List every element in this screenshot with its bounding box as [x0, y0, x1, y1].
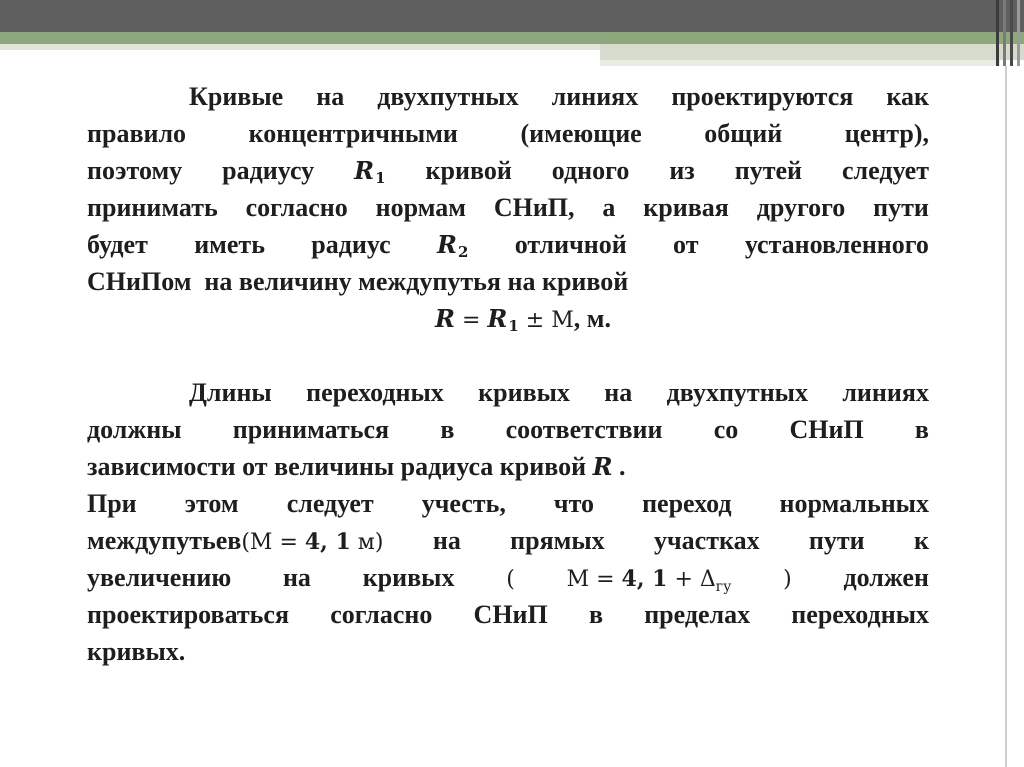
word: другого [756, 193, 846, 222]
math-var: М = [566, 567, 622, 592]
math-operator: + Δ [667, 567, 716, 592]
math-var: М [551, 308, 574, 333]
math-operator: = [454, 308, 488, 333]
word: от [673, 230, 699, 259]
math-var: R [592, 452, 613, 481]
math-sub: 1 [508, 317, 519, 335]
math-sub: гу [715, 579, 732, 595]
word-with-formula [87, 522, 384, 561]
math-sub: 2 [457, 243, 469, 261]
word: установленного [744, 230, 929, 259]
word: пределах [644, 600, 751, 629]
math-var: R [487, 304, 508, 333]
word: в [440, 415, 455, 444]
text-line [87, 374, 929, 411]
math-number: 4, 1 [621, 566, 668, 592]
word: со [713, 415, 739, 444]
text-line [87, 152, 929, 189]
math-var: R [435, 304, 455, 333]
word: двухпутных [377, 82, 519, 111]
header-dark-bar [0, 0, 1024, 32]
word: на [604, 378, 633, 407]
text-line [87, 411, 929, 448]
text-line [87, 263, 929, 300]
word: должны [87, 415, 182, 444]
word: на [432, 526, 461, 555]
word: следует [286, 489, 374, 518]
word: нормальных [779, 489, 929, 518]
word: учесть, [421, 489, 506, 518]
text-line [87, 485, 929, 522]
text-line-content: зависимости от величины радиуса кривой [87, 452, 593, 481]
math-number: 4, 1 [304, 529, 351, 555]
word: должен [843, 563, 929, 592]
word: принимать [87, 193, 218, 222]
math-var: R [436, 230, 457, 259]
word: нормам [375, 193, 466, 222]
word: согласно [245, 193, 348, 222]
word: При [87, 489, 137, 518]
formula-unit: , м. [573, 304, 611, 333]
word: согласно [330, 600, 433, 629]
word: прямых [510, 526, 605, 555]
text-line [87, 78, 929, 115]
word: приниматься [232, 415, 390, 444]
word: в [914, 415, 929, 444]
text-line-content: кривых. [87, 637, 186, 666]
word: общий [704, 119, 783, 148]
math-paren: ( [506, 567, 515, 592]
word: увеличению [87, 563, 232, 592]
word: (имеющие [520, 119, 642, 148]
math-formula-close: м) [350, 530, 384, 555]
word: радиусу [222, 156, 315, 185]
header-stripe [1010, 0, 1013, 66]
header-light-bar [0, 44, 600, 50]
math-paren: ) [783, 567, 792, 592]
header-stripe [1017, 0, 1020, 66]
formula-line [87, 300, 929, 337]
slide-body [87, 78, 929, 670]
word: Кривые [189, 82, 284, 111]
word: концентричными [248, 119, 458, 148]
word: из [669, 156, 695, 185]
text-line [87, 226, 929, 263]
text-line-content: . [612, 452, 626, 481]
math-formula-open: (М = [241, 530, 305, 555]
word: к [913, 526, 929, 555]
word: переходных [306, 378, 444, 407]
text-line [87, 448, 929, 485]
right-border-line [1005, 66, 1007, 767]
word: центр), [844, 119, 929, 148]
word: кривых [362, 563, 455, 592]
text-line-content: СНиПом на величину междупутья на кривой [87, 267, 629, 296]
math-operator: ± [518, 308, 552, 333]
word: пути [873, 193, 929, 222]
word: следует [842, 156, 929, 185]
word: кривых [478, 378, 570, 407]
word: проектируются [671, 82, 854, 111]
word: Длины [189, 378, 272, 407]
word: кривая [643, 193, 729, 222]
word: двухпутных [666, 378, 808, 407]
word: радиус [311, 230, 391, 259]
text-line [87, 633, 929, 670]
word: переходных [791, 600, 929, 629]
header-green-bar [0, 32, 1024, 44]
word: междупутьев [87, 526, 242, 555]
math-var: R [354, 156, 375, 185]
word: пути [808, 526, 865, 555]
text-line [87, 115, 929, 152]
word: поэтому [87, 156, 183, 185]
word: правило [87, 119, 187, 148]
math-sub: 1 [375, 169, 386, 187]
word: этом [184, 489, 239, 518]
header-light-bar-thin [600, 60, 1000, 66]
word: одного [551, 156, 630, 185]
word: иметь [194, 230, 265, 259]
word: как [886, 82, 929, 111]
word: в [588, 600, 603, 629]
word: проектироваться [87, 600, 290, 629]
text-line [87, 559, 929, 596]
text-line [87, 189, 929, 226]
word: переход [642, 489, 732, 518]
word: что [553, 489, 594, 518]
header-stripe [1003, 0, 1006, 66]
word: будет [87, 230, 148, 259]
word: СНиП, [493, 193, 575, 222]
math-radius-r1 [487, 300, 518, 345]
word: на [282, 563, 311, 592]
word: кривой [425, 156, 512, 185]
word: СНиП [473, 600, 548, 629]
word: СНиП [789, 415, 864, 444]
word: а [602, 193, 616, 222]
word: участках [654, 526, 760, 555]
word: линиях [551, 82, 639, 111]
text-line [87, 522, 929, 559]
word: отличной [514, 230, 627, 259]
header-stripe [996, 0, 999, 66]
word: линиях [842, 378, 929, 407]
word: путей [734, 156, 803, 185]
text-line [87, 596, 929, 633]
word: соответствии [505, 415, 663, 444]
header-light-bar-right [600, 44, 1024, 60]
word: на [316, 82, 345, 111]
